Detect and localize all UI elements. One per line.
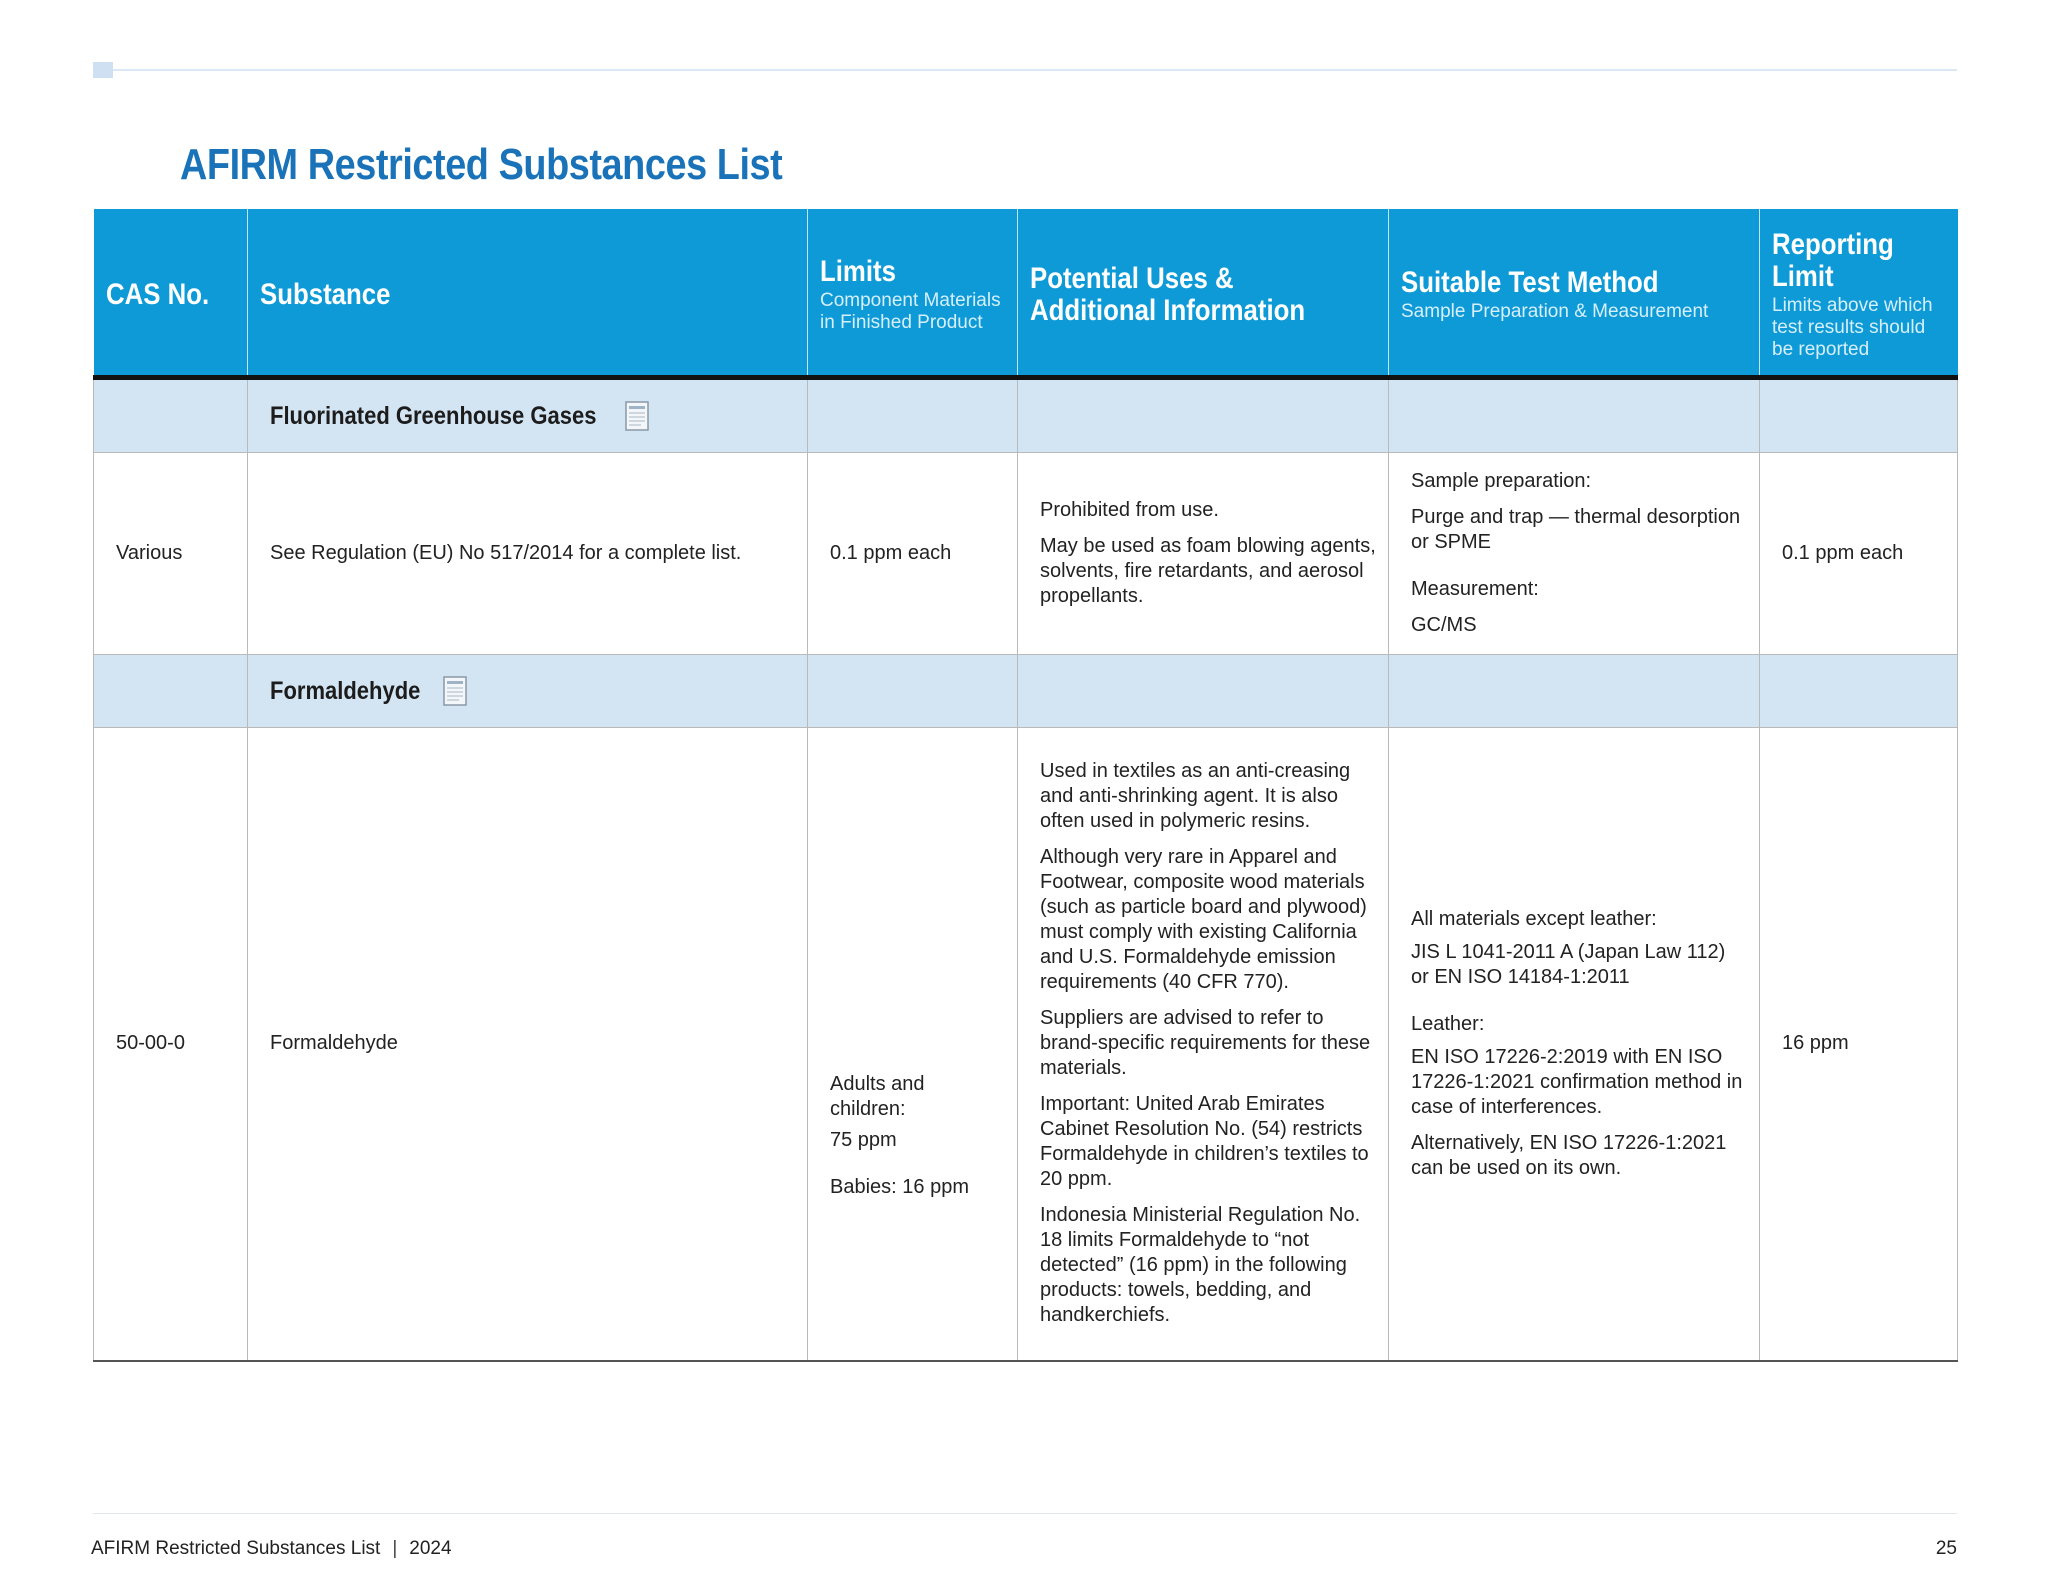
- footer-doc-info: [91, 1538, 452, 1560]
- substances-table: [93, 209, 1958, 1362]
- column-header-substance: Substance: [248, 209, 808, 378]
- uses-cell: Prohibited from use. May be used as foam blowing agents, solvents, fire retardants, and aerosol propellants.: [1018, 453, 1389, 655]
- table-row: [94, 453, 1958, 655]
- footer-rule: [93, 1513, 1957, 1514]
- limits-cell: Adults and children: 75 ppm Babies: 16 ppm: [808, 728, 1018, 1361]
- column-header-reporting-limit: Reporting Limit Limits above which test results should be reported: [1760, 209, 1958, 378]
- top-rule: [113, 69, 1957, 71]
- section-title: Fluorinated Greenhouse Gases: [248, 378, 808, 453]
- table-row: [94, 728, 1958, 1361]
- corner-marker: [93, 62, 113, 78]
- table-header-row: [94, 209, 1958, 378]
- footer-doc-title: AFIRM Restricted Substances List: [91, 1538, 381, 1559]
- column-header-uses: Potential Uses & Additional Information: [1018, 209, 1389, 378]
- footer-year: 2024: [409, 1538, 452, 1559]
- limits-cell: 0.1 ppm each: [808, 453, 1018, 655]
- section-title: Formaldehyde: [248, 655, 808, 728]
- document-icon[interactable]: [443, 676, 467, 706]
- test-method-cell: All materials except leather: JIS L 1041-2011 A (Japan Law 112) or EN ISO 14184-1:2011 Leather: EN ISO 17226-2:2019 with EN ISO 17226-1:2021 confirmation method in case of interferences. Alternatively, EN ISO 17226-1:2021 can be used on its own.: [1389, 728, 1760, 1361]
- substance-cell: See Regulation (EU) No 517/2014 for a complete list.: [248, 453, 808, 655]
- column-header-test-method: Suitable Test Method Sample Preparation & Measurement: [1389, 209, 1760, 378]
- footer-separator: |: [392, 1538, 398, 1559]
- section-header-row: [94, 378, 1958, 453]
- page-title: AFIRM Restricted Substances List: [180, 140, 783, 189]
- column-header-cas: CAS No.: [94, 209, 248, 378]
- column-header-limits: Limits Component Materials in Finished Product: [808, 209, 1018, 378]
- substance-cell: Formaldehyde: [248, 728, 808, 1361]
- reporting-limit-cell: 0.1 ppm each: [1760, 453, 1958, 655]
- uses-cell: Used in textiles as an anti-creasing and anti-shrinking agent. It is also often used in polymeric resins. Although very rare in Apparel and Footwear, composite wood materials (such as particle board and plywood) must comply with existing California and U.S. Formaldehyde emission requirements (40 CFR 770). Suppliers are advised to refer to brand-specific requirements for these materials. Important: United Arab Emirates Cabinet Resolution No. (54) restricts Formaldehyde in children’s textiles to 20 ppm. Indonesia Ministerial Regulation No. 18 limits Formaldehyde to “not detected” (16 ppm) in the following products: towels, bedding, and handkerchiefs.: [1018, 728, 1389, 1361]
- test-method-cell: Sample preparation: Purge and trap — thermal desorption or SPME Measurement: GC/MS: [1389, 453, 1760, 655]
- page-number: 25: [1935, 1538, 1957, 1559]
- reporting-limit-cell: 16 ppm: [1760, 728, 1958, 1361]
- document-icon[interactable]: [625, 401, 649, 431]
- cas-number-cell: 50-00-0: [94, 728, 248, 1361]
- cas-number-cell: Various: [94, 453, 248, 655]
- section-header-row: [94, 655, 1958, 728]
